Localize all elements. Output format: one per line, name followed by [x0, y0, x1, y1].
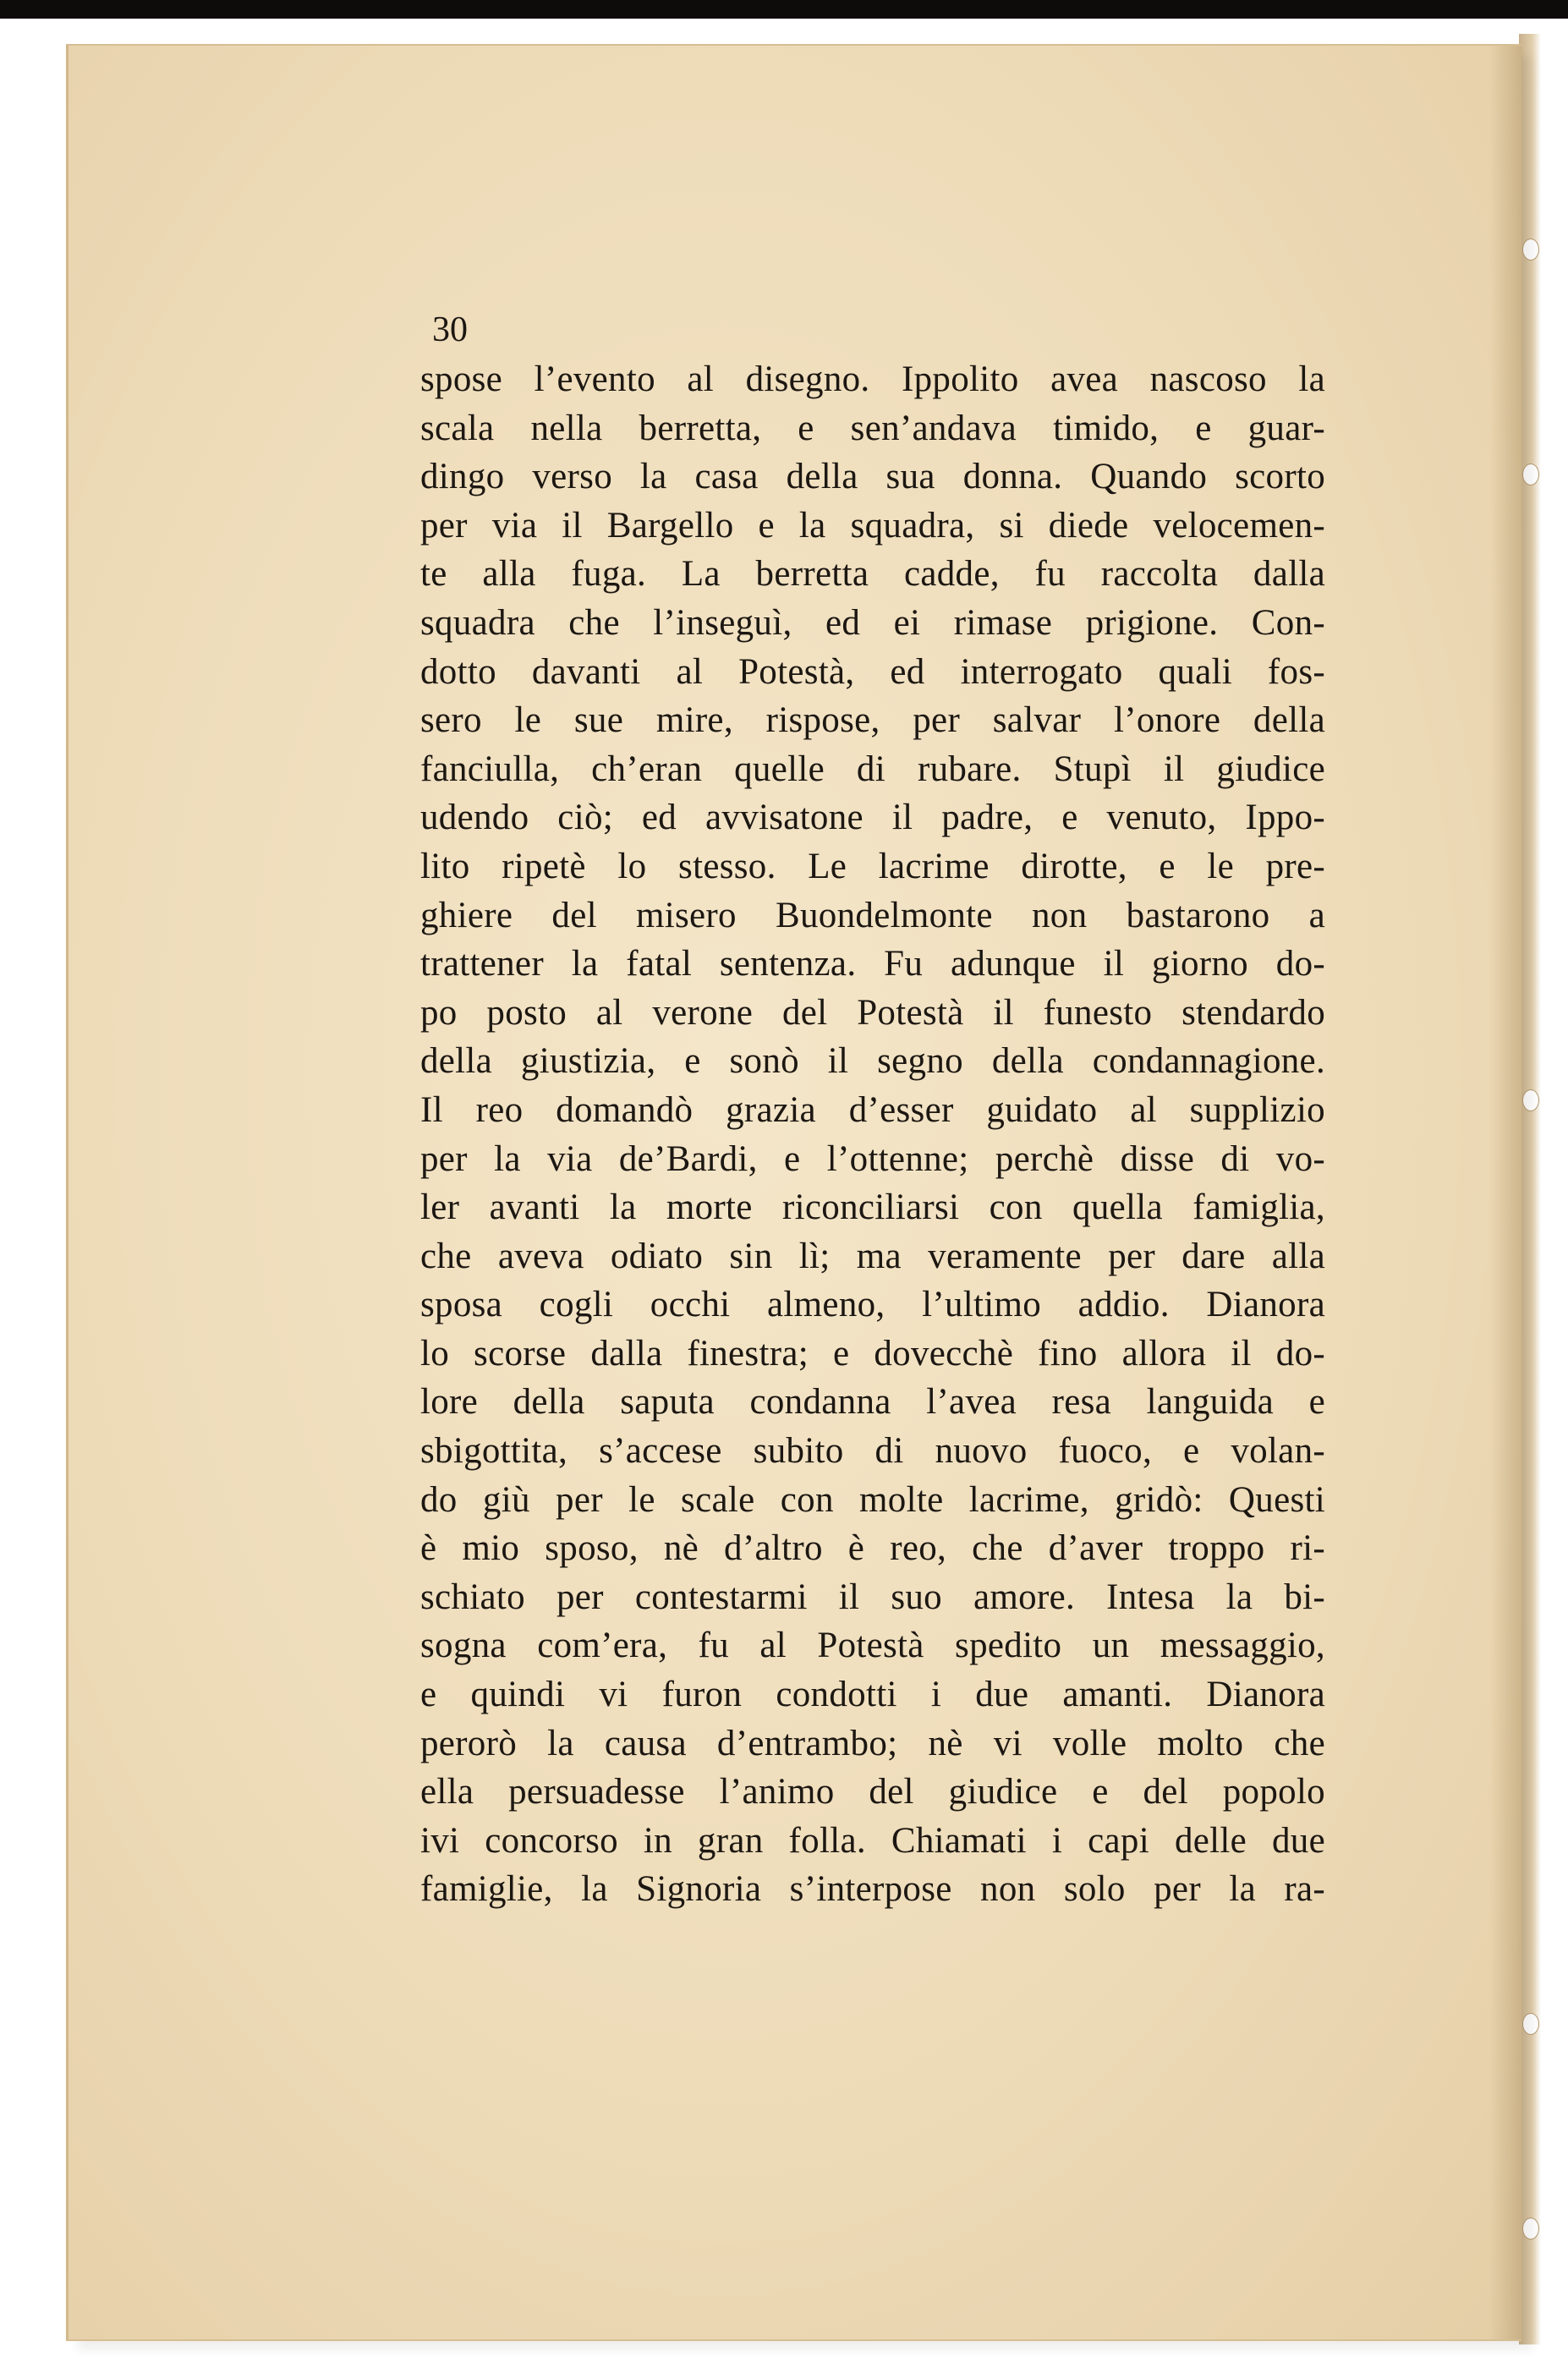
- text-line: schiato per contestarmi il suo amore. Intesa la bi-: [420, 1577, 1325, 1617]
- text-line: e quindi vi furon condotti i due amanti. Dianora: [420, 1675, 1325, 1715]
- text-block: [420, 310, 1325, 1914]
- text-line: sbigottita, s’accese subito di nuovo fuoco, e volan-: [420, 1431, 1325, 1472]
- text-line: lore della saputa condanna l’avea resa languida e: [420, 1382, 1325, 1423]
- text-line: dingo verso la casa della sua donna. Quando scorto: [420, 457, 1325, 497]
- text-line: è mio sposo, nè d’altro è reo, che d’aver troppo ri-: [420, 1528, 1325, 1569]
- text-line: ghiere del misero Buondelmonte non bastarono a: [420, 895, 1325, 935]
- text-line: sero le sue mire, rispose, per salvar l’onore della: [420, 700, 1325, 741]
- text-line: ler avanti la morte riconciliarsi con quella famiglia,: [420, 1187, 1325, 1228]
- text-line: dotto davanti al Potestà, ed interrogato quali fos-: [420, 651, 1325, 692]
- text-line: po posto al verone del Potestà il funesto stendardo: [420, 992, 1325, 1033]
- text-line: lito ripetè lo stesso. Le lacrime dirotte, e le pre-: [420, 846, 1325, 886]
- text-line: scala nella berretta, e sen’andava timido, e guar-: [420, 408, 1325, 448]
- text-line: che aveva odiato sin lì; ma veramente per dare alla: [420, 1236, 1325, 1276]
- text-line: perorò la causa d’entrambo; nè vi volle molto che: [420, 1723, 1325, 1763]
- text-line: per la via de’Bardi, e l’ottenne; perchè disse di vo-: [420, 1138, 1325, 1179]
- text-line: ella persuadesse l’animo del giudice e del popolo: [420, 1772, 1325, 1812]
- text-line: Il reo domandò grazia d’esser guidato al supplizio: [420, 1089, 1325, 1130]
- text-line: famiglie, la Signoria s’interpose non solo per la ra-: [420, 1869, 1325, 1910]
- text-line: ivi concorso in gran folla. Chiamati i capi delle due: [420, 1820, 1325, 1861]
- text-line: fanciulla, ch’eran quelle di rubare. Stupì il giudice: [420, 749, 1325, 789]
- text-line: per via il Bargello e la squadra, si diede velocemen-: [420, 505, 1325, 546]
- text-line: udendo ciò; ed avvisatone il padre, e venuto, Ippo-: [420, 798, 1325, 838]
- text-line: lo scorse dalla finestra; e dovecchè fino allora il do-: [420, 1333, 1325, 1374]
- text-line: te alla fuga. La berretta cadde, fu raccolta dalla: [420, 554, 1325, 595]
- text-line: sogna com’era, fu al Potestà spedito un messaggio,: [420, 1626, 1325, 1666]
- text-line: do giù per le scale con molte lacrime, gridò: Questi: [420, 1479, 1325, 1520]
- text-line: spose l’evento al disegno. Ippolito avea nascoso la: [420, 359, 1325, 399]
- text-line: sposa cogli occhi almeno, l’ultimo addio. Dianora: [420, 1285, 1325, 1325]
- scanner-top-edge: [0, 0, 1568, 19]
- text-line: trattener la fatal sentenza. Fu adunque il giorno do-: [420, 944, 1325, 984]
- page-fold-shading: [1489, 46, 1521, 2339]
- text-line: squadra che l’inseguì, ed ei rimase prigione. Con-: [420, 602, 1325, 643]
- text-line: della giustizia, e sonò il segno della condannagione.: [420, 1041, 1325, 1082]
- page-number: 30: [432, 310, 468, 349]
